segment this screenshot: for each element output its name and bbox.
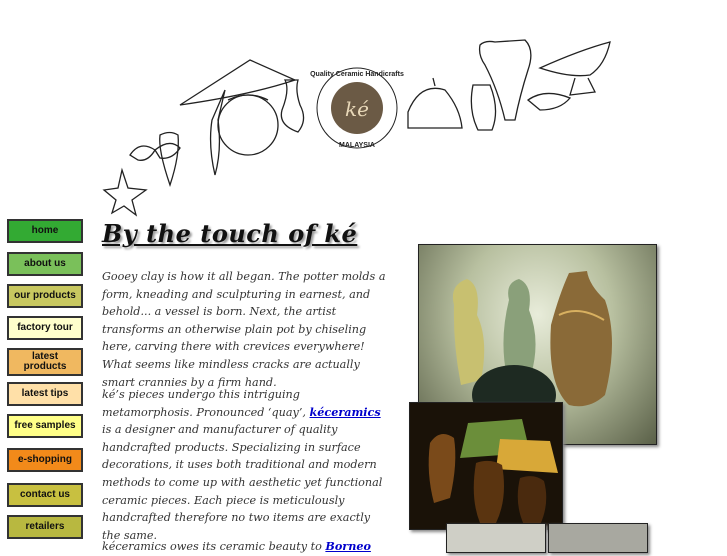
logo-bottom-text: MALAYSIA — [339, 142, 375, 149]
round-pot-icon — [218, 95, 278, 155]
borneo-paragraph-start: kéceramics owes its ceramic beauty to — [102, 540, 326, 553]
header-illustration — [100, 20, 630, 215]
nav-factory-tour-label: factory tour — [17, 322, 73, 333]
nav-free-samples-label: free samples — [14, 420, 76, 431]
lamp-icon — [180, 60, 295, 175]
page-headline: By the touch of ké — [102, 219, 358, 248]
borneo-link[interactable]: Borneo — [325, 539, 371, 553]
lamps-photo — [409, 402, 563, 530]
nav-about-us[interactable] — [7, 252, 83, 276]
ceramics-line-art — [100, 20, 630, 215]
nav-latest-products-line1: latest — [31, 351, 59, 362]
nav-latest-tips-label: latest tips — [21, 388, 69, 399]
nav-e-shopping-label: e-shopping — [18, 454, 72, 465]
nav-factory-tour[interactable] — [7, 316, 83, 340]
nav-contact-us[interactable] — [7, 483, 83, 507]
dish-icon — [528, 93, 570, 110]
about-paragraph-start: ké’s pieces undergo this intriguing metamorphosis. Pronounced ‘quay’, — [102, 388, 310, 419]
nav-home[interactable] — [7, 219, 83, 243]
borneo-paragraph — [102, 538, 387, 556]
lamps-photo-art — [410, 403, 564, 531]
trophy-vase-icon — [480, 40, 531, 120]
nav-our-products[interactable] — [7, 284, 83, 308]
nav-latest-products-line2: products — [23, 361, 67, 372]
logo-arc-text: Quality Ceramic Handicrafts — [310, 71, 404, 78]
lidded-jar-icon — [408, 78, 462, 128]
about-paragraph-end: is a designer and manufacturer of quality handcrafted products. Specializing in surface decorations, it uses both traditional and modern methods to come up with aesthetic yet functional ceramic pieces. Each piece is meticulously handcrafted therefore no two items are exactly the same. — [102, 423, 383, 542]
jug-icon — [471, 85, 495, 130]
bottle-icon — [281, 80, 303, 132]
butterfly-icon — [130, 143, 180, 160]
nav-contact-us-label: contact us — [19, 489, 70, 500]
small-vase-icon — [160, 133, 179, 186]
about-paragraph — [102, 386, 387, 544]
bottom-photo-left — [446, 523, 546, 553]
bottom-photo-right — [548, 523, 648, 553]
nav-about-us-label: about us — [24, 258, 66, 269]
bowl-icon — [540, 42, 610, 95]
starfish-icon — [104, 170, 146, 215]
logo-mark: ké — [345, 97, 369, 121]
nav-retailers-label: retailers — [25, 521, 65, 532]
nav-retailers[interactable] — [7, 515, 83, 539]
logo-medallion — [310, 68, 404, 149]
nav-latest-tips[interactable] — [7, 382, 83, 406]
nav-free-samples[interactable] — [7, 414, 83, 438]
nav-our-products-label: our products — [14, 290, 76, 301]
nav-home-label: home — [31, 225, 59, 236]
intro-paragraph: Gooey clay is how it all began. The potter molds a form, kneading and sculpturing in earnest, and behold... a vessel is born. Next, the artist transforms an otherwise plain pot by chiseling here, carving there with crevices everywhere! What seems like mindless cracks are actually smart crannies by a firm hand. — [102, 270, 386, 389]
nav-e-shopping[interactable] — [7, 448, 83, 472]
keceramics-link[interactable]: kéceramics — [309, 404, 381, 419]
nav-latest-products[interactable] — [7, 348, 83, 376]
